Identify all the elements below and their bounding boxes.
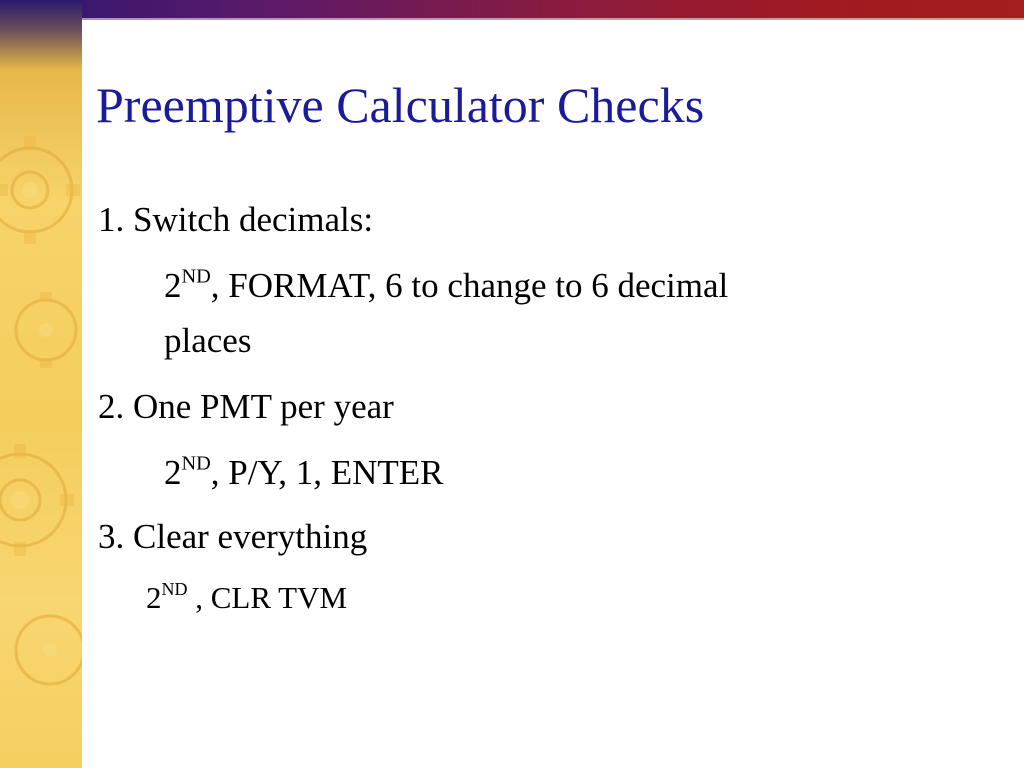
item-2-detail-rest: , P/Y, 1, ENTER — [210, 453, 444, 492]
item-1-detail-rest: , FORMAT, 6 to change to 6 decimal — [210, 266, 729, 305]
item-1-heading: 1. Switch decimals: — [98, 200, 374, 239]
side-decorative-band — [0, 0, 82, 768]
top-gradient-bar — [0, 0, 1024, 20]
item-1-detail-wrap: places — [164, 321, 252, 360]
top-bar-highlight — [82, 18, 1024, 20]
item-3-detail-superscript: ND — [161, 579, 188, 600]
item-1-detail-base: 2 — [164, 266, 182, 305]
item-1-detail-superscript: ND — [181, 265, 211, 288]
item-3-detail-rest: , CLR TVM — [187, 580, 348, 615]
item-3-heading: 3. Clear everything — [98, 517, 368, 556]
item-2-heading: 2. One PMT per year — [98, 387, 394, 426]
slide-title: Preemptive Calculator Checks — [96, 77, 705, 133]
item-2-detail-superscript: ND — [181, 452, 211, 475]
item-2-detail — [164, 453, 444, 493]
gear-pattern-icon — [0, 0, 82, 768]
item-1-detail — [164, 266, 728, 306]
item-3-detail-base: 2 — [146, 580, 162, 615]
item-3-detail — [146, 580, 347, 616]
item-2-detail-base: 2 — [164, 453, 182, 492]
